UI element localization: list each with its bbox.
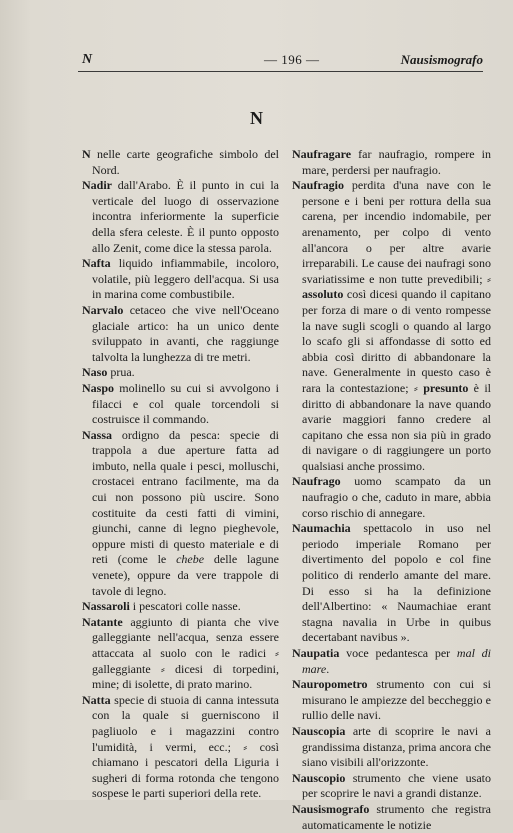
running-head-letter: N — [82, 52, 93, 67]
dictionary-entry — [82, 147, 279, 178]
running-head — [78, 52, 483, 70]
entry-definition: arte di scoprire le navi a grandissima distanza, prima ancora che siano visibili all'orizzonte. — [302, 723, 491, 770]
entry-definition: liquido infiammabile, incoloro, volatile, più leggero dell'acqua. Si usa in marina come combustibile. — [92, 256, 279, 302]
entry-headword: Nauropometro — [292, 677, 368, 692]
entry-definition: far naufragio, rompere in mare, perdersi per naufragio. — [302, 147, 491, 177]
entry-headword: Nadir — [82, 178, 112, 193]
entry-definition: strumento che viene usato per scoprire le navi a grandi distanze. — [302, 770, 491, 801]
dictionary-entry — [292, 771, 491, 802]
entry-headword: Natta — [82, 692, 111, 707]
right-column — [292, 147, 491, 833]
entry-definition: strumento con cui si misurano le ampiezze del beccheggio e rullio delle navi. — [302, 677, 491, 723]
entry-headword: N — [82, 147, 91, 161]
dictionary-entry — [82, 693, 279, 802]
page-number: — 196 — — [264, 52, 320, 67]
entry-definition: così dicesi quando il capitano per forza di mare o di vento rompesse la nave sugli scogli o quando al largo lo scafo gli si affondasse di sotto ed abbia così diritto di abbandonare la nave. Generalmente in questo caso è rara la contestazione; ⸗ — [302, 287, 491, 395]
entry-italic-term: chebe — [176, 552, 205, 567]
entry-headword: Naufragare — [292, 147, 352, 161]
entry-headword: Nausismografo — [292, 801, 370, 816]
entry-headword: Nauscopio — [292, 770, 346, 785]
entry-headword: Nassa — [82, 427, 113, 442]
entry-definition: uomo scampato da un naufragio o che, caduto in mare, abbia corso rischio di annegare. — [302, 474, 491, 520]
entry-definition: prua. — [107, 365, 135, 380]
section-letter: N — [250, 108, 263, 128]
entry-definition: strumento che registra automaticamente le notizie — [302, 801, 491, 832]
dictionary-entry — [292, 724, 491, 771]
entry-definition: dall'Arabo. È il punto in cui la verticale del luogo di osservazione incontra inferiormente la superficie della sfera celeste. È il punto opposto allo Zenit, come dice la stessa parola. — [92, 178, 279, 255]
dictionary-entry — [292, 147, 491, 178]
entry-definition: aggiunto di pianta che vive galleggiante nell'acqua, senza essere attaccata al suolo con le radici ⸗ galleggiante ⸗ dicesi di torpedini, mine; di isolette, di prato marino. — [92, 614, 279, 692]
entry-headword: Narvalo — [82, 302, 124, 317]
entry-definition: è il diritto di abbandonare la nave quando avarie maggiori fanno credere al capitano che essa non sia più in grado di navigare o di raggiungere un porto qualsiasi anche prossimo. — [302, 380, 491, 473]
dictionary-entry — [82, 256, 279, 303]
entry-subheadword: assoluto — [302, 287, 344, 302]
entry-definition: spettacolo in uso nel periodo imperiale Romano per divertimento del popolo e col fine politico di renderlo amante del mare. Di esso si ha la definizione dell'Albertino: « Naumachiae erant stagna navalia in Urbe in quibus decertabant navibus ». — [302, 521, 491, 645]
entry-headword: Naufrago — [292, 474, 341, 489]
dictionary-entry — [292, 677, 491, 724]
dictionary-entry — [82, 303, 279, 365]
dictionary-entry — [292, 802, 491, 833]
dictionary-entry — [82, 365, 279, 381]
dictionary-entry — [82, 428, 279, 600]
entry-headword: Nassaroli — [82, 599, 130, 614]
running-head-word: Nausismografo — [400, 52, 483, 67]
left-column — [82, 147, 279, 802]
entry-headword: Naupatia — [292, 646, 340, 660]
header-rule — [78, 71, 483, 72]
dictionary-entry — [292, 474, 491, 521]
entry-headword: Naspo — [82, 380, 115, 395]
entry-definition: specie di stuoia di canna intessuta con la quale si guerniscono il pagliuolo e i magazzini contro l'umidità, i vermi, ecc.; ⸗ così chiamano i pescatori della Liguria i sugheri di forma rotonda che tengono sospese le parti superiori della rete. — [92, 692, 279, 801]
entry-definition: cetaceo che vive nell'Oceano glaciale artico: ha un unico dente sviluppato in avanti, che raggiunge talvolta la lunghezza di tre metri. — [92, 302, 279, 364]
entry-definition: voce pedantesca per — [339, 646, 457, 660]
entry-headword: Nafta — [82, 256, 111, 271]
entry-definition: nelle carte geografiche simbolo del Nord. — [90, 147, 279, 177]
dictionary-entry — [292, 178, 491, 474]
dictionary-entry — [82, 615, 279, 693]
dictionary-entry — [292, 521, 491, 646]
dictionary-entry — [82, 381, 279, 428]
entry-definition-tail: delle lagune venete), oppure da vere trappole di tavole di legno. — [92, 552, 279, 598]
entry-definition: ordigno da pesca: specie di trappola a due aperture fatta ad imbuto, nella quale i pesci, molluschi, crostacei entrano facilmente, ma da cui non possono più uscire. Sono costituite da cesti fatti di vimini, giunchi, canne di legno pieghevole, oppure misti di questo materiale e di reti (come le — [92, 427, 279, 567]
dictionary-entry — [82, 599, 279, 615]
entry-definition: molinello su cui si avvolgono i filacci e col quale torcendoli si costruisce il commando. — [92, 380, 279, 427]
entry-headword: Naso — [82, 365, 108, 380]
entry-headword: Nauscopia — [292, 723, 346, 738]
entry-italic-term: mal di mare — [302, 646, 491, 676]
entry-subheadword: presunto — [423, 380, 469, 395]
entry-definition: i pescatori colle nasse. — [129, 599, 241, 614]
dictionary-entry — [292, 646, 491, 677]
entry-definition-tail: . — [326, 661, 330, 676]
entry-headword: Natante — [82, 614, 123, 629]
entry-headword: Naumachia — [292, 521, 351, 536]
entry-headword: Naufragio — [292, 178, 344, 193]
entry-definition: perdita d'una nave con le persone e i beni per rottura della sua carena, per incendio indomabile, per arenamento, per colpo di vento all'ancora o per altre avarie irreparabili. Le cause dei naufragi sono svariatissime e non tutte prevedibili; ⸗ — [302, 178, 491, 286]
dictionary-entry — [82, 178, 279, 256]
